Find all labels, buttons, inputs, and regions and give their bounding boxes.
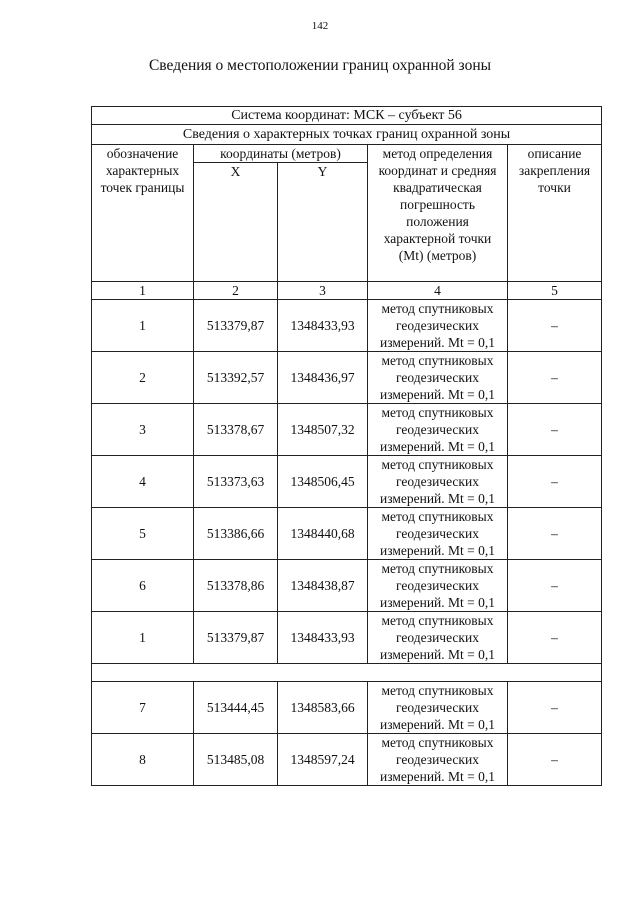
- point-cell: 5: [92, 508, 194, 560]
- description-cell: –: [508, 404, 602, 456]
- x-cell: 513378,67: [194, 404, 278, 456]
- header-x: X: [194, 163, 278, 282]
- description-cell: –: [508, 682, 602, 734]
- method-cell: метод спутниковых геодезических измерений. Mt = 0,1: [368, 352, 508, 404]
- y-cell: 1348506,45: [278, 456, 368, 508]
- y-cell: 1348440,68: [278, 508, 368, 560]
- point-cell: 8: [92, 734, 194, 786]
- point-cell: 1: [92, 300, 194, 352]
- column-number: 4: [368, 282, 508, 300]
- description-cell: –: [508, 300, 602, 352]
- separator-row: [92, 664, 602, 682]
- column-number: 5: [508, 282, 602, 300]
- table-row: [92, 404, 602, 456]
- method-cell: метод спутниковых геодезических измерений. Mt = 0,1: [368, 560, 508, 612]
- x-cell: 513386,66: [194, 508, 278, 560]
- point-cell: 4: [92, 456, 194, 508]
- x-cell: 513379,87: [194, 612, 278, 664]
- description-cell: –: [508, 456, 602, 508]
- table-row: [92, 300, 602, 352]
- table-row: [92, 612, 602, 664]
- y-cell: 1348433,93: [278, 612, 368, 664]
- header-description: описание закрепления точки: [508, 145, 602, 282]
- y-cell: 1348597,24: [278, 734, 368, 786]
- column-number: 1: [92, 282, 194, 300]
- y-cell: 1348583,66: [278, 682, 368, 734]
- point-cell: 2: [92, 352, 194, 404]
- x-cell: 513392,57: [194, 352, 278, 404]
- point-cell: 7: [92, 682, 194, 734]
- method-cell: метод спутниковых геодезических измерений. Mt = 0,1: [368, 508, 508, 560]
- x-cell: 513444,45: [194, 682, 278, 734]
- points-info-row: [92, 125, 602, 145]
- table-row: [92, 456, 602, 508]
- method-cell: метод спутниковых геодезических измерений. Mt = 0,1: [368, 682, 508, 734]
- x-cell: 513373,63: [194, 456, 278, 508]
- description-cell: –: [508, 612, 602, 664]
- column-number: 3: [278, 282, 368, 300]
- table-row: [92, 508, 602, 560]
- document-title: Сведения о местоположении границ охранной зоны: [148, 57, 492, 74]
- y-cell: 1348433,93: [278, 300, 368, 352]
- method-cell: метод спутниковых геодезических измерений. Mt = 0,1: [368, 456, 508, 508]
- x-cell: 513379,87: [194, 300, 278, 352]
- x-cell: 513485,08: [194, 734, 278, 786]
- y-cell: 1348436,97: [278, 352, 368, 404]
- column-numbers-row: [92, 282, 602, 300]
- table-row: [92, 560, 602, 612]
- header-row: [92, 145, 602, 163]
- y-cell: 1348438,87: [278, 560, 368, 612]
- table-row: [92, 682, 602, 734]
- point-cell: 6: [92, 560, 194, 612]
- header-method: метод определения координат и средняя квадратическая погрешность положения характерной точки (Mt) (метров): [368, 145, 508, 282]
- method-cell: метод спутниковых геодезических измерений. Mt = 0,1: [368, 734, 508, 786]
- method-cell: метод спутниковых геодезических измерений. Mt = 0,1: [368, 612, 508, 664]
- table-row: [92, 352, 602, 404]
- description-cell: –: [508, 508, 602, 560]
- table-row: [92, 734, 602, 786]
- y-cell: 1348507,32: [278, 404, 368, 456]
- points-info-cell: Сведения о характерных точках границ охранной зоны: [92, 125, 602, 145]
- separator-cell: [92, 664, 602, 682]
- point-cell: 1: [92, 612, 194, 664]
- page-number: 142: [311, 20, 329, 32]
- boundary-points-table: [91, 106, 602, 786]
- method-cell: метод спутниковых геодезических измерений. Mt = 0,1: [368, 300, 508, 352]
- description-cell: –: [508, 352, 602, 404]
- description-cell: –: [508, 560, 602, 612]
- header-designation: обозначение характерных точек границы: [92, 145, 194, 282]
- coordinate-system-row: [92, 107, 602, 125]
- header-coordinates: координаты (метров): [194, 145, 368, 163]
- header-y: Y: [278, 163, 368, 282]
- description-cell: –: [508, 734, 602, 786]
- x-cell: 513378,86: [194, 560, 278, 612]
- point-cell: 3: [92, 404, 194, 456]
- method-cell: метод спутниковых геодезических измерений. Mt = 0,1: [368, 404, 508, 456]
- coordinate-system-cell: Система координат: МСК – субъект 56: [92, 107, 602, 125]
- column-number: 2: [194, 282, 278, 300]
